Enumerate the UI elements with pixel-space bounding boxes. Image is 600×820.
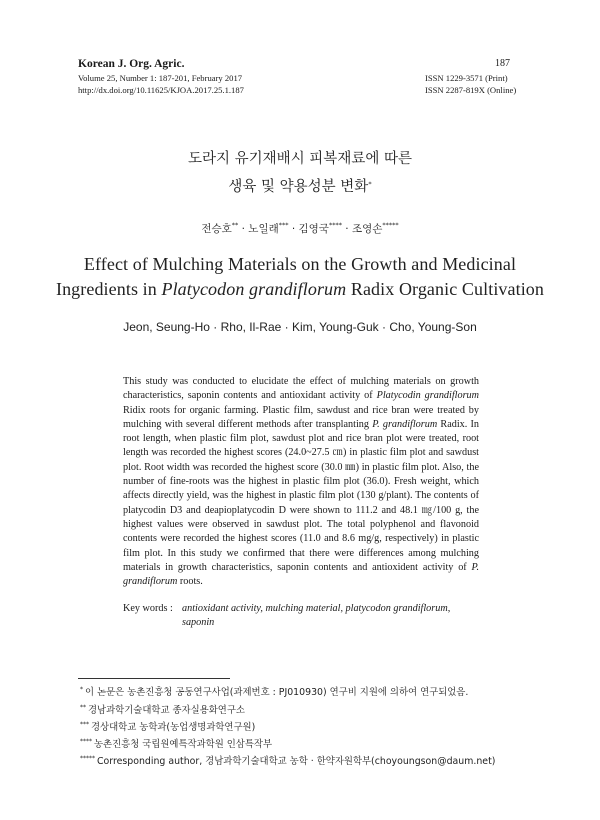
abstract-species-3: P. grandiflorum xyxy=(123,561,479,588)
issn-info xyxy=(425,73,516,96)
abstract-text-2: Ridix roots for organic farming. Plastic film, sawdust and rice bran were treated by mulching with several different methods after transplanting xyxy=(123,404,479,430)
keywords-label: Key words : xyxy=(123,603,173,614)
korean-title-footnote-mark: * xyxy=(368,180,372,188)
footnote-5 xyxy=(80,753,495,768)
doi-line[interactable]: http://dx.doi.org/10.11625/KJOA.2017.25.1.187 xyxy=(78,84,244,95)
author-separator: · xyxy=(288,223,299,235)
footnote-1-mark: * xyxy=(80,686,83,693)
author-ko-3: 김영국 xyxy=(298,223,329,235)
abstract-species-2: P. grandiflorum xyxy=(372,418,438,430)
footnote-3-text: 경상대학교 농학과(농업생명과학연구원) xyxy=(91,722,256,733)
publication-info xyxy=(78,73,244,96)
journal-name: Korean J. Org. Agric. xyxy=(78,58,185,70)
abstract-text-4: roots. xyxy=(177,576,203,588)
footnote-4-mark: **** xyxy=(80,738,92,745)
author-ko-3-mark: **** xyxy=(328,221,342,229)
author-separator: · xyxy=(341,223,352,235)
korean-title-line2 xyxy=(0,175,600,196)
footnote-2-mark: ** xyxy=(80,704,86,711)
english-title-line1: Effect of Mulching Materials on the Growth and Medicinal xyxy=(83,254,517,274)
footnote-5-text: Corresponding author, 경남과학기술대학교 농학 · 한약자원학부(choyoungson@daum.net) xyxy=(97,756,496,767)
english-title-line2-pre: Ingredients in xyxy=(55,279,162,299)
english-title-line2-post: Radix Organic Cultivation xyxy=(346,279,545,299)
footnote-2-text: 경남과학기술대학교 종자실용화연구소 xyxy=(88,705,245,716)
footnote-3 xyxy=(80,719,255,734)
abstract xyxy=(123,375,479,589)
korean-title-line2-text: 생육 및 약용성분 변화 xyxy=(228,179,369,195)
author-ko-4-mark: ***** xyxy=(382,221,399,229)
footnote-3-mark: *** xyxy=(80,721,89,728)
english-title-line2 xyxy=(0,279,600,300)
korean-authors xyxy=(0,221,600,236)
english-title-species: Platycodon grandiflorum xyxy=(161,279,347,299)
korean-title-line1: 도라지 유기재배시 피복재료에 따른 xyxy=(188,151,412,167)
volume-line: Volume 25, Number 1: 187-201, February 2017 xyxy=(78,73,243,83)
abstract-text-3: Radix. In root length, when plastic film plot, sawdust plot and rice bran plot were treated, root length was recorded the highest scores (24.0~27.5 ㎝) in plastic film plot and sawdust plot. Root width was recorded the highest score (30.0 ㎜) in plastic film plot. Also, the number of fine-roots was the highest in plastic film plot (36.0). Fresh weight, which affects directly yield, was the highest in plastic film plot (130 g/plant). The contents of platycodin D3 and deapioplatycodin D were shown to 111.2 and 48.1 ㎎/100 g, the highest values were observed in sawdust plot. The total polyphenol and flavonoid contents were recorded the highest scores (11.0 and 8.6 mg/g, respectively) in plastic film plot. In this study we confirmed that there were differences among mulching materials in growth characteristics, saponin contents and antioxident activity of xyxy=(123,418,479,573)
abstract-text-1: This study was conducted to elucidate the effect of mulching materials on growth characteristics, saponin contents and antioxidant activity of xyxy=(123,376,479,402)
issn-online: ISSN 2287-819X (Online) xyxy=(425,84,517,95)
abstract-species-1: Platycodin grandiflorum xyxy=(376,390,480,402)
footnote-5-mark: ***** xyxy=(80,755,95,762)
author-ko-2-mark: *** xyxy=(278,221,289,229)
footnote-1-text: 이 논문은 농촌진흥청 공동연구사업(과제번호 : PJ010930) 연구비 지원에 의하여 연구되었음. xyxy=(85,687,469,698)
issn-print: ISSN 1229-3571 (Print) xyxy=(425,73,508,83)
page-number: 187 xyxy=(495,58,510,69)
english-authors: Jeon, Seung-Ho · Rho, Il-Rae · Kim, Young-Guk · Cho, Young-Son xyxy=(123,320,477,334)
footnote-1 xyxy=(80,684,468,699)
footnote-2 xyxy=(80,702,245,717)
footnote-4 xyxy=(80,736,272,751)
author-separator: · xyxy=(238,223,249,235)
author-ko-1-mark: ** xyxy=(231,221,239,229)
author-ko-2: 노일래 xyxy=(248,223,279,235)
author-ko-4: 조영손 xyxy=(351,223,383,235)
footnote-divider xyxy=(78,678,230,679)
author-ko-1: 전승호 xyxy=(201,223,232,235)
keywords-text: antioxidant activity, mulching material, platycodon grandiflorum, saponin xyxy=(182,603,451,628)
footnote-4-text: 농촌진흥청 국립원예특작과학원 인삼특작부 xyxy=(94,739,273,750)
